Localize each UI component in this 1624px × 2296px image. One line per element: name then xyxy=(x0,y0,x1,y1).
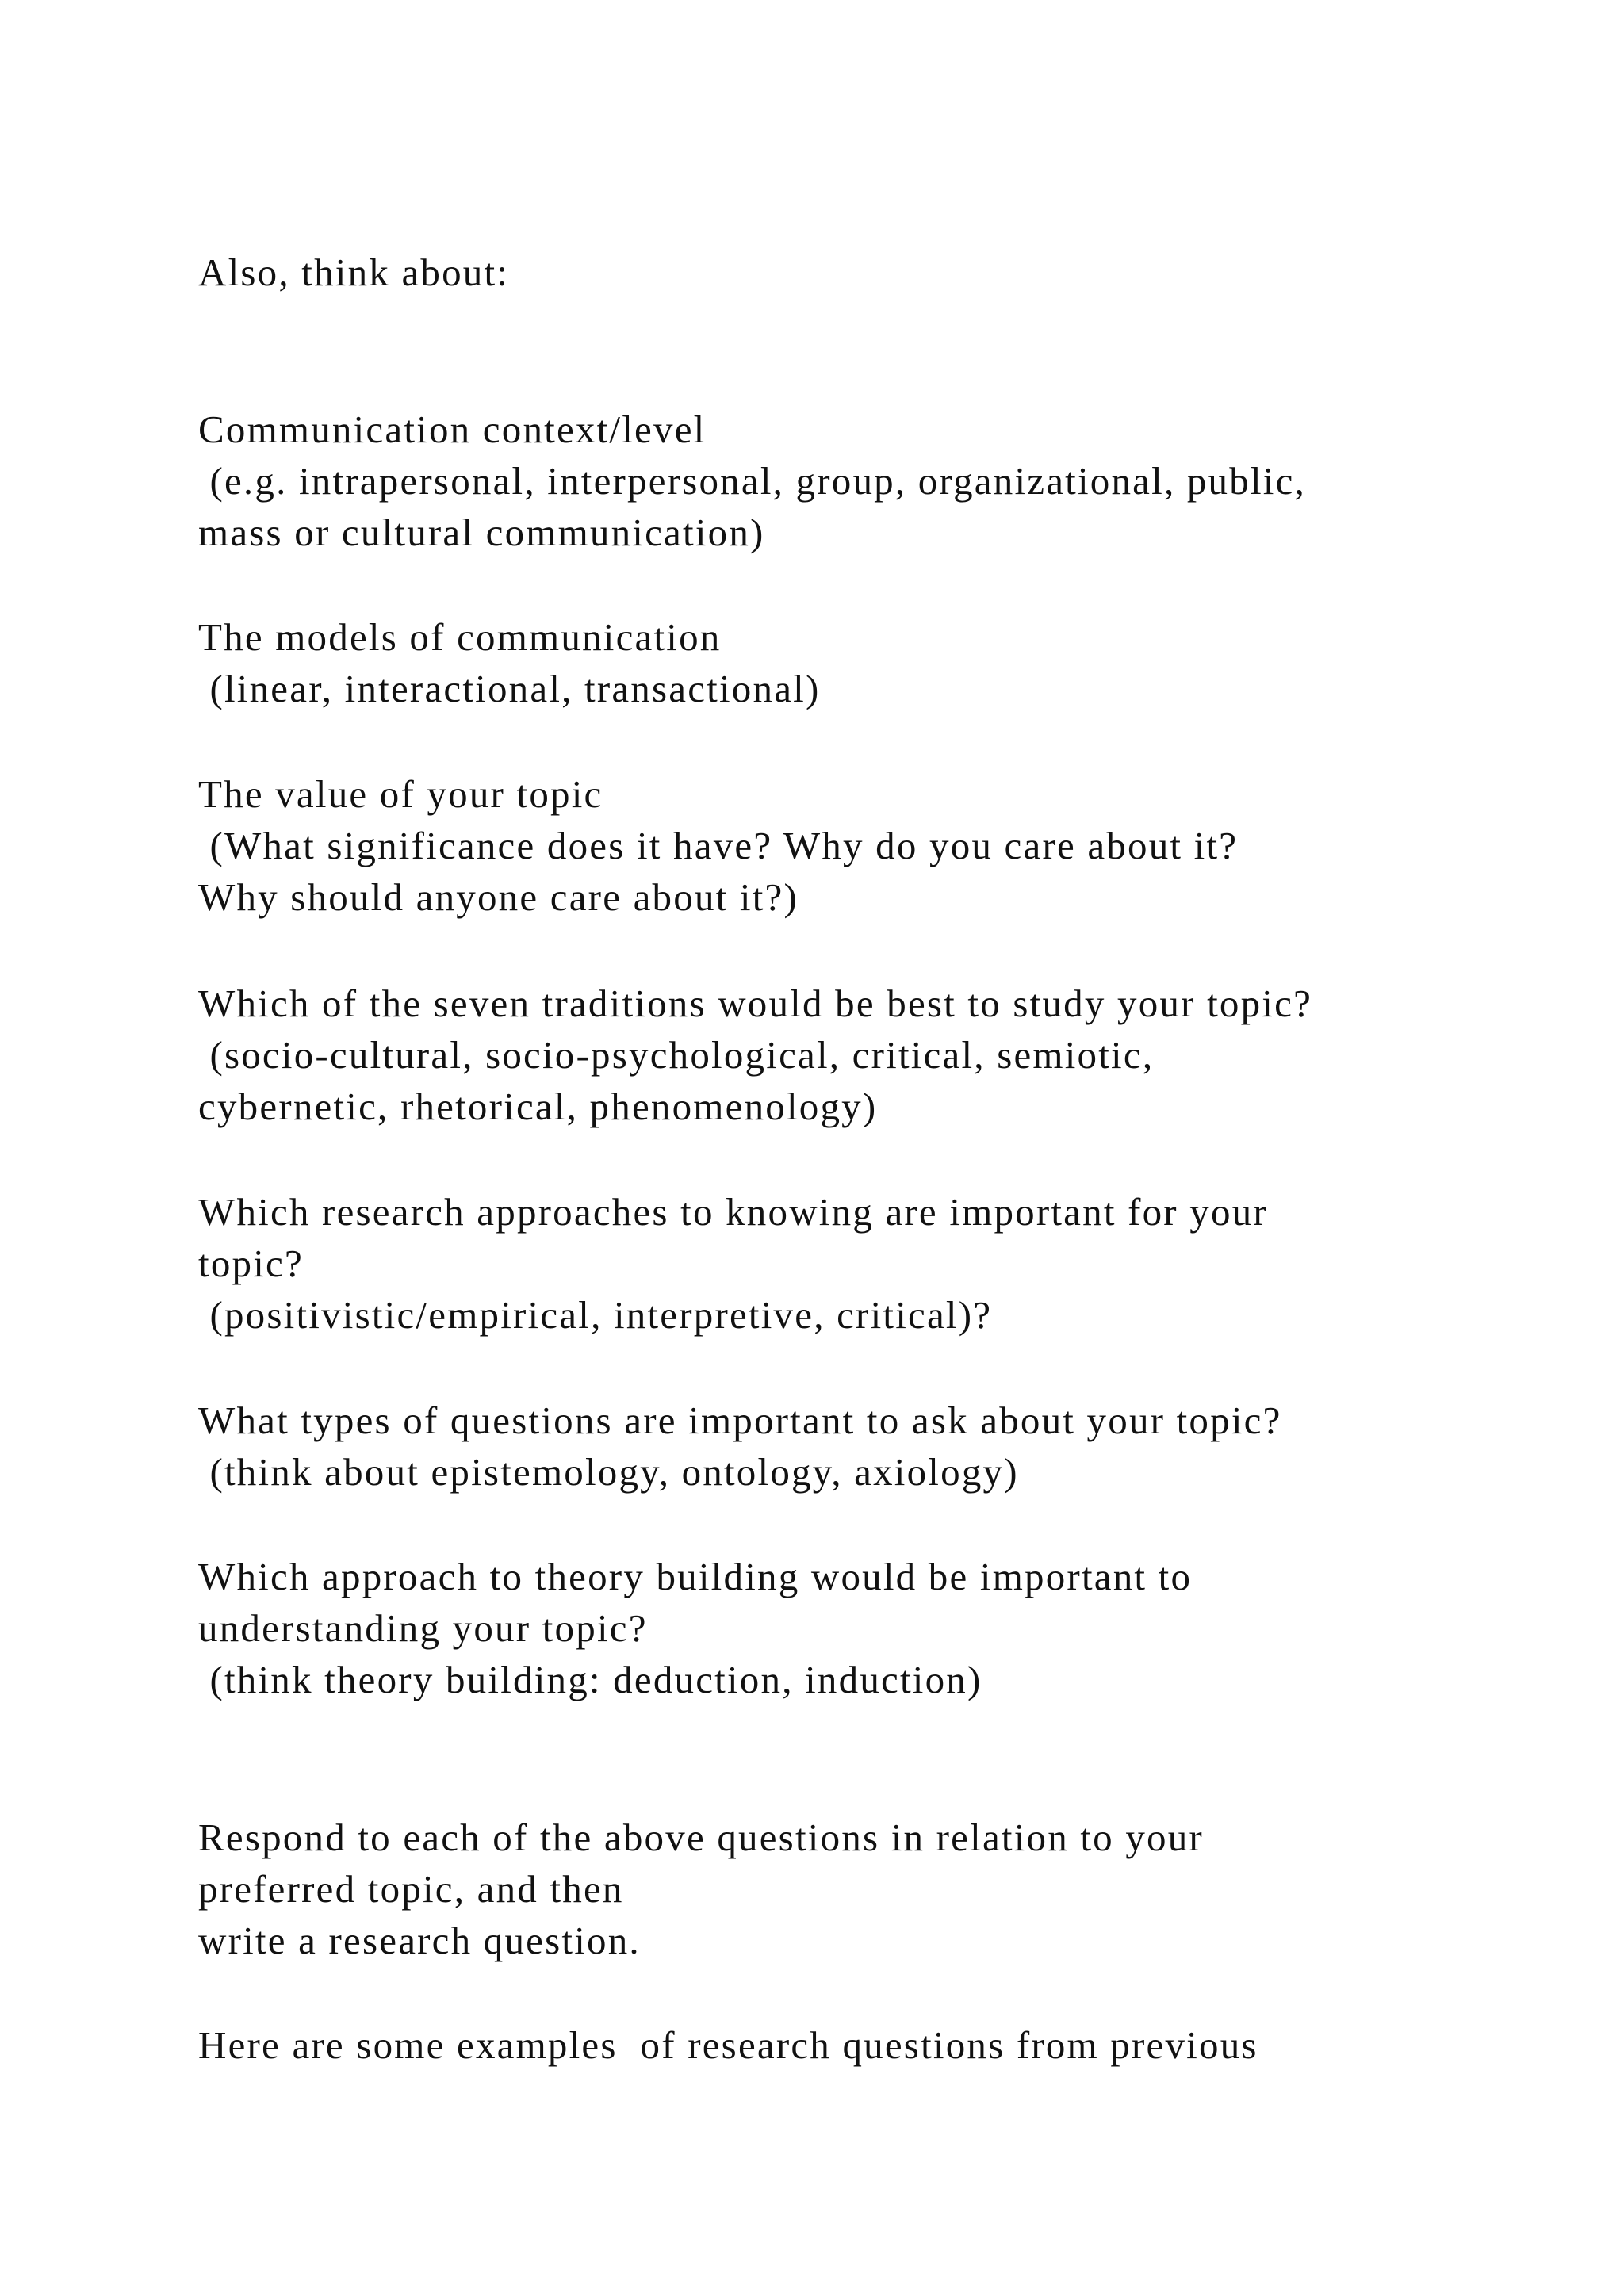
theory-heading-line-1: Which approach to theory building would be important to xyxy=(198,1555,1193,1598)
examples-line: Here are some examples of research questions from previous xyxy=(198,2023,1258,2067)
approaches-detail-line: (positivistic/empirical, interpretive, critical)? xyxy=(198,1293,993,1337)
theory-heading-line-2: understanding your topic? xyxy=(198,1606,648,1650)
question-types-heading: What types of questions are important to ask about your topic? xyxy=(198,1399,1282,1442)
models-heading: The models of communication xyxy=(198,615,722,659)
respond-line-1: Respond to each of the above questions in relation to your xyxy=(198,1816,1204,1859)
question-types-detail-line: (think about epistemology, ontology, axiology) xyxy=(198,1450,1019,1494)
intro-line: Also, think about: xyxy=(198,251,510,294)
value-detail-line-2: Why should anyone care about it?) xyxy=(198,875,799,919)
value-detail-line-1: (What significance does it have? Why do you care about it? xyxy=(198,824,1239,867)
context-detail-line-1: (e.g. intrapersonal, interpersonal, group, organizational, public, xyxy=(198,459,1306,503)
traditions-heading: Which of the seven traditions would be best to study your topic? xyxy=(198,982,1313,1025)
respond-line-2: preferred topic, and then xyxy=(198,1867,624,1911)
value-heading: The value of your topic xyxy=(198,772,603,816)
context-detail-line-2: mass or cultural communication) xyxy=(198,511,765,554)
models-detail-line: (linear, interactional, transactional) xyxy=(198,667,821,710)
context-heading: Communication context/level xyxy=(198,408,707,451)
respond-line-3: write a research question. xyxy=(198,1919,641,1962)
approaches-heading-line-2: topic? xyxy=(198,1242,304,1285)
traditions-detail-line-2: cybernetic, rhetorical, phenomenology) xyxy=(198,1085,878,1128)
traditions-detail-line-1: (socio-cultural, socio-psychological, critical, semiotic, xyxy=(198,1033,1155,1077)
approaches-heading-line-1: Which research approaches to knowing are important for your xyxy=(198,1190,1268,1234)
theory-detail-line: (think theory building: deduction, induction) xyxy=(198,1658,982,1701)
